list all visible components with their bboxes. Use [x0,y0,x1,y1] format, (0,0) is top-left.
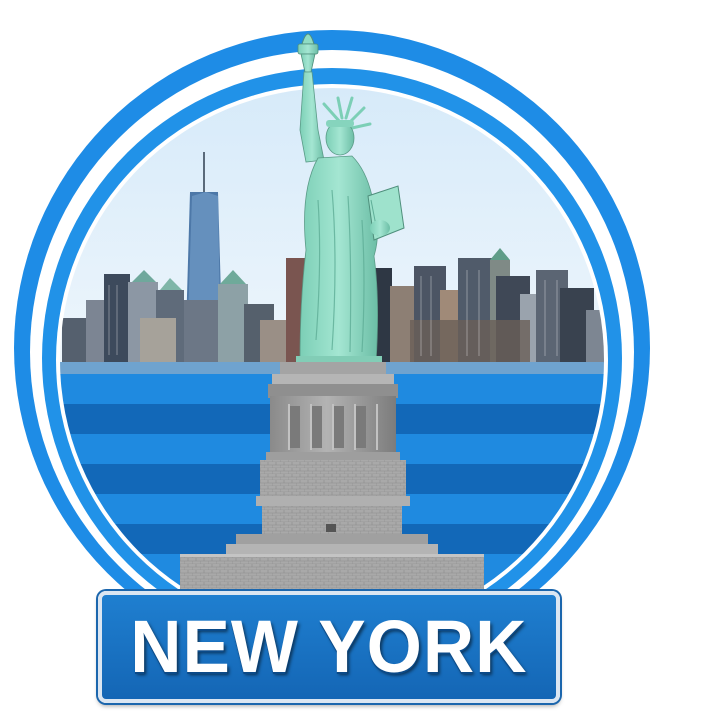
title-banner [98,591,560,703]
title-text: NEW YORK [130,605,528,688]
